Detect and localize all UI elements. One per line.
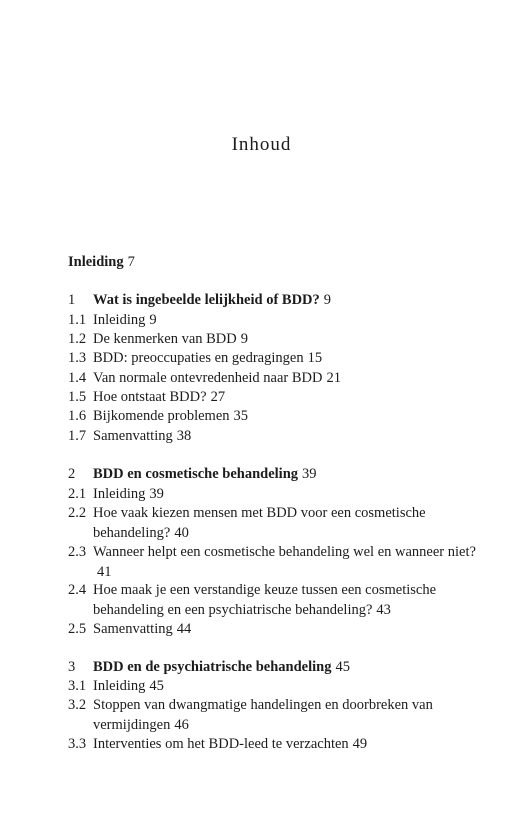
toc-chapter-3 <box>68 658 478 678</box>
section-title: Samenvatting <box>93 428 173 444</box>
section-title: De kenmerken van BDD <box>93 331 237 347</box>
chapter-number: 2 <box>68 466 76 482</box>
section-number: 1.6 <box>68 408 87 424</box>
section-number: 2.2 <box>68 505 87 521</box>
section-title: Wanneer helpt een cosmetische behandeling wel en wanneer niet? <box>93 544 476 560</box>
toc-intro <box>68 253 478 273</box>
toc-section <box>68 620 478 640</box>
toc-page-number: 7 <box>127 254 135 270</box>
toc-page-number: 46 <box>174 716 189 733</box>
toc-section <box>68 543 478 582</box>
toc-page-number: 35 <box>233 408 249 424</box>
section-title: Inleiding <box>93 486 146 502</box>
toc-section <box>68 311 478 331</box>
toc-page-number: 41 <box>97 563 112 580</box>
section-title: Samenvatting <box>93 621 173 637</box>
section-title: Inleiding <box>93 678 146 694</box>
chapter-number: 3 <box>68 659 76 675</box>
toc-page-number: 27 <box>210 389 226 405</box>
section-title: Inleiding <box>93 312 146 328</box>
toc-section <box>68 696 478 735</box>
toc-section <box>68 369 478 389</box>
section-number: 1.3 <box>68 350 87 366</box>
toc-chapter-2 <box>68 465 478 485</box>
section-number: 2.1 <box>68 486 87 502</box>
section-title: Hoe vaak kiezen mensen met BDD voor een cosmetische behandeling? <box>93 505 426 541</box>
section-number: 3.2 <box>68 697 87 713</box>
chapter-number: 1 <box>68 292 76 308</box>
section-number: 1.1 <box>68 312 87 328</box>
chapter-title: BDD en cosmetische behandeling <box>93 466 299 482</box>
section-title: Bijkomende problemen <box>93 408 230 424</box>
toc-section <box>68 581 478 620</box>
section-title: Hoe maak je een verstandige keuze tussen een cosmetische behandeling en een psychiatrische behandeling? <box>93 582 437 618</box>
section-title: BDD: preoccupaties en gedragingen <box>93 350 304 366</box>
section-title: Van normale ontevredenheid naar BDD <box>93 370 323 386</box>
section-number: 2.3 <box>68 544 87 560</box>
toc-page-number: 45 <box>335 659 350 675</box>
section-number: 1.5 <box>68 389 87 405</box>
toc-page-number: 49 <box>352 736 368 752</box>
toc-section <box>68 407 478 427</box>
chapter-title: BDD en de psychiatrische behandeling <box>93 659 332 675</box>
toc-page-number: 43 <box>376 601 391 618</box>
page-title: Inhoud <box>231 134 292 155</box>
section-title: Interventies om het BDD-leed te verzachten <box>93 736 349 752</box>
toc-section <box>68 427 478 447</box>
toc-page-number: 15 <box>307 350 323 366</box>
section-number: 1.7 <box>68 428 87 444</box>
section-number: 2.4 <box>68 582 87 598</box>
section-number: 1.4 <box>68 370 87 386</box>
toc-section <box>68 330 478 350</box>
toc-page-number: 39 <box>302 466 317 482</box>
toc-section <box>68 349 478 369</box>
section-title: Hoe ontstaat BDD? <box>93 389 207 405</box>
section-number: 3.3 <box>68 736 87 752</box>
section-number: 2.5 <box>68 621 87 637</box>
toc-chapter-1 <box>68 291 478 311</box>
toc-section <box>68 504 478 543</box>
toc-page-number: 38 <box>176 428 192 444</box>
toc-section <box>68 735 478 755</box>
section-number: 3.1 <box>68 678 87 694</box>
toc-page-number: 9 <box>240 331 248 347</box>
section-number: 1.2 <box>68 331 87 347</box>
toc-page-number: 45 <box>149 678 164 694</box>
toc-section <box>68 388 478 408</box>
toc-intro-label: Inleiding <box>68 254 124 270</box>
toc-page-number: 9 <box>149 312 157 328</box>
toc-page-number: 44 <box>176 621 192 637</box>
toc-page-number: 9 <box>323 292 332 308</box>
toc-page-number: 21 <box>326 370 342 386</box>
section-title: Stoppen van dwangmatige handelingen en doorbreken van vermijdingen <box>93 697 433 733</box>
chapter-title: Wat is ingebeelde lelijkheid of BDD? <box>93 292 320 308</box>
toc-page-number: 39 <box>149 486 164 502</box>
toc-section <box>68 677 478 697</box>
toc-section <box>68 485 478 505</box>
toc-page-number: 40 <box>174 524 189 541</box>
